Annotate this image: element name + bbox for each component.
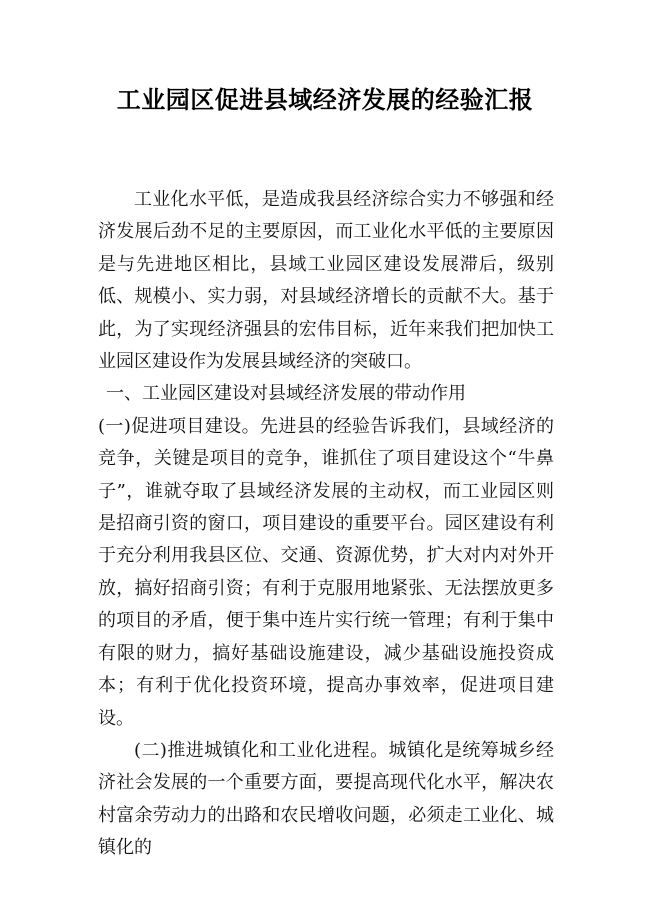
intro-paragraph: 工业化水平低，是造成我县经济综合实力不够强和经济发展后劲不足的主要原因，而工业化水平低的主要原因是与先进地区相比，县域工业园区建设发展滞后，级别低、规模小、实力弱，对县域经济增长的贡献不大。基于此，为了实现经济强县的宏伟目标，近年来我们把加快工业园区建设作为发展县域经济的突破口。 xyxy=(98,189,554,373)
section-heading-1: 一、工业园区建设对县域经济发展的带动作用 xyxy=(106,383,466,405)
document-body xyxy=(98,184,554,865)
subsection-paragraph-2: (二)推进城镇化和工业化进程。城镇化是统筹城乡经济社会发展的一个重要方面，要提高现代化水平，解决农村富余劳动力的出路和农民增收问题，必须走工业化、城镇化的 xyxy=(98,739,554,859)
subsection-paragraph-1: (一)促进项目建设。先进县的经验告诉我们，县域经济的竞争，关键是项目的竞争，谁抓住了项目建设这个“牛鼻子”，谁就夺取了县域经济发展的主动权，而工业园区则是招商引资的窗口，项目建设的重要平台。园区建设有利于充分利用我县区位、交通、资源优势，扩大对内对外开放，搞好招商引资；有利于克服用地紧张、无法摆放更多的项目的矛盾，便于集中连片实行统一管理；有利于集中有限的财力，搞好基础设施建设，减少基础设施投资成本；有利于优化投资环境，提高办事效率，促进项目建设。 xyxy=(98,415,554,729)
document-title: 工业园区促进县域经济发展的经验汇报 xyxy=(116,86,534,114)
